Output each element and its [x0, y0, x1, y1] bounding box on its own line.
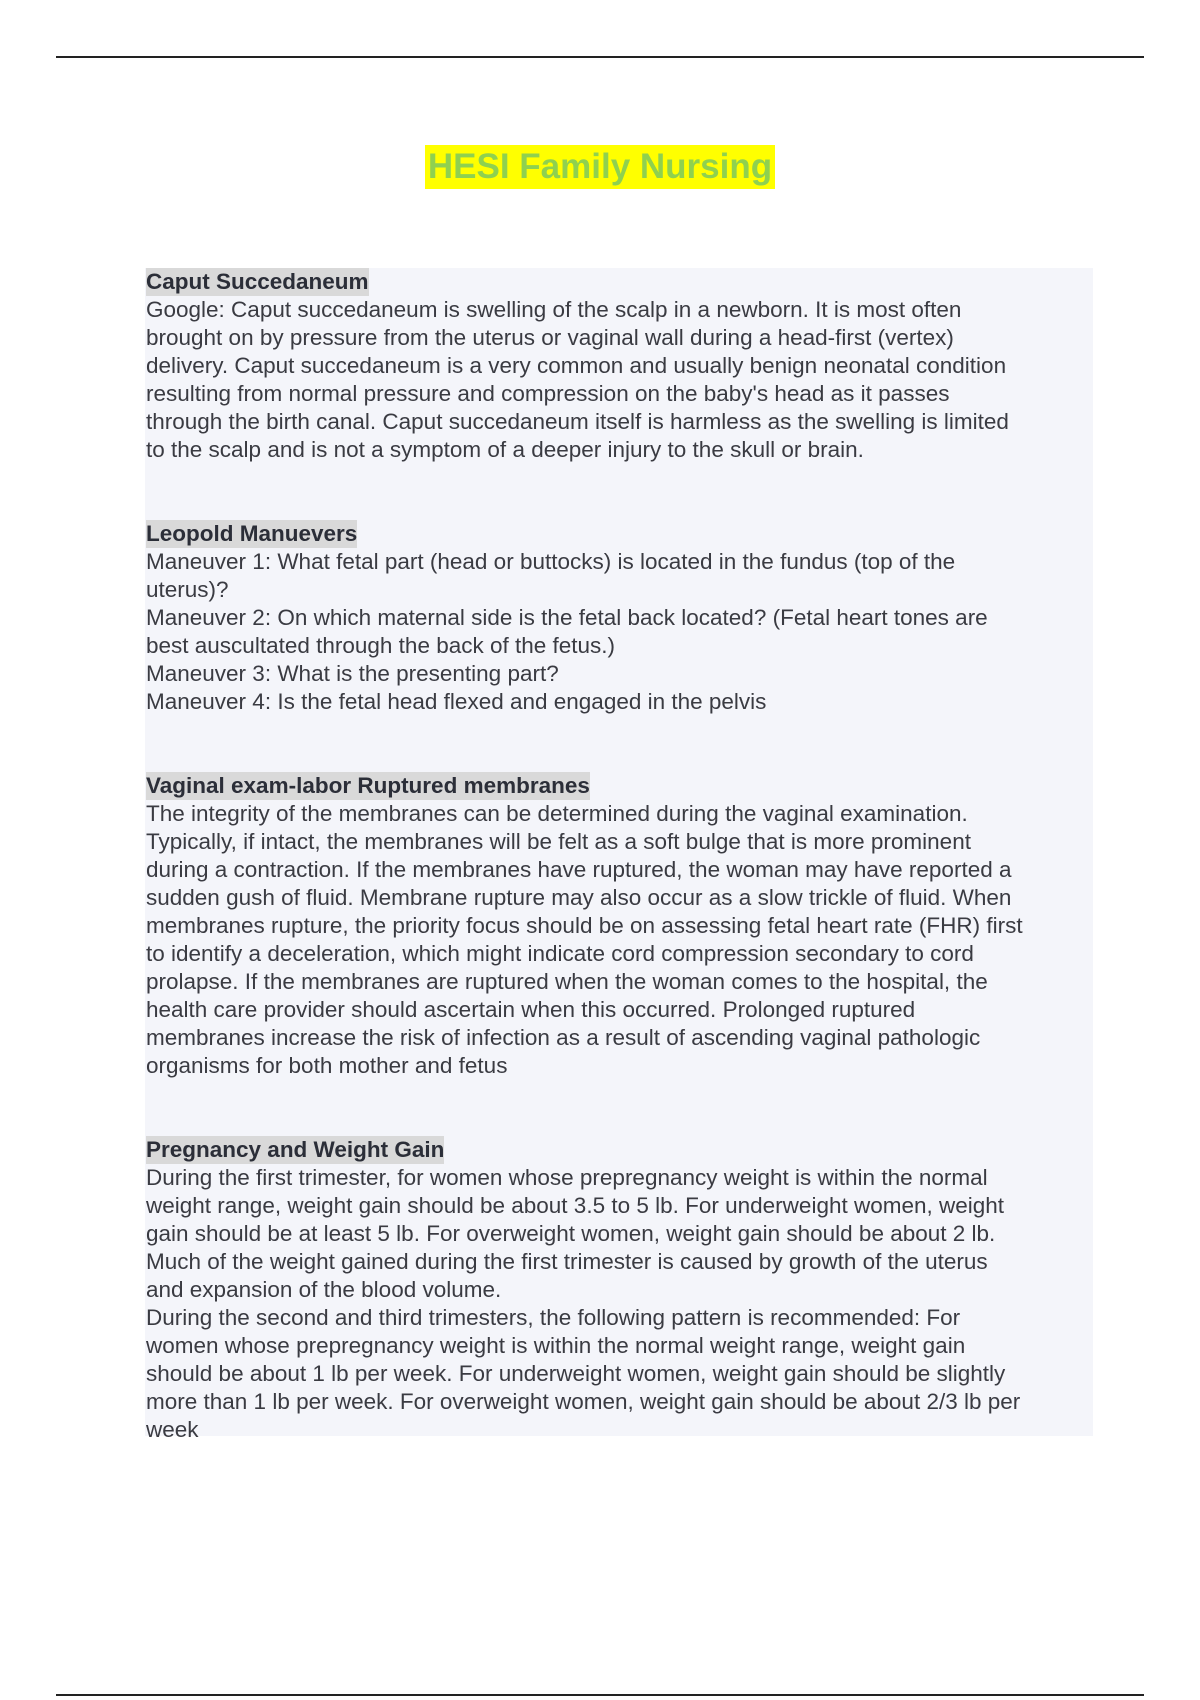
maneuver-2: Maneuver 2: On which maternal side is the fetal back located? (Fetal heart tones are best auscultated through the back of the fetus.) — [146, 605, 988, 658]
section-weight-gain — [146, 1136, 1093, 1444]
section-heading: Leopold Manuevers — [146, 521, 358, 546]
maneuver-4: Maneuver 4: Is the fetal head flexed and engaged in the pelvis — [146, 689, 767, 714]
first-trimester-paragraph: During the first trimester, for women whose prepregnancy weight is within the normal weight range, weight gain should be about 3.5 to 5 lb. For underweight women, weight gain should be at least 5 lb. For overweight women, weight gain should be about 2 lb. Much of the weight gained during the first trimester is caused by growth of the uterus and expansion of the blood volume. — [146, 1165, 1005, 1302]
title-block — [0, 145, 1200, 189]
maneuver-1: Maneuver 1: What fetal part (head or buttocks) is located in the fundus (top of the uterus)? — [146, 549, 956, 602]
bottom-divider — [56, 1694, 1144, 1696]
section-paragraph: Google: Caput succedaneum is swelling of the scalp in a newborn. It is most often brought on by pressure from the uterus or vaginal wall during a head-first (vertex) delivery. Caput succedaneum is a very common and usually benign neonatal condition resulting from normal pressure and compression on the baby's head as it passes through the birth canal. Caput succedaneum itself is harmless as the swelling is limited to the scalp and is not a symptom of a deeper injury to the skull or brain. — [146, 297, 1009, 462]
section-heading: Vaginal exam-labor Ruptured membranes — [146, 773, 590, 798]
section-ruptured-membranes — [146, 772, 1093, 1080]
notes-body — [145, 268, 1093, 1442]
top-divider — [56, 56, 1144, 58]
section-paragraph: The integrity of the membranes can be determined during the vaginal examination. Typically, if intact, the membranes will be felt as a soft bulge that is more prominent during a contraction. If the membranes have ruptured, the woman may have reported a sudden gush of fluid. Membrane rupture may also occur as a slow trickle of fluid. When membranes rupture, the priority focus should be on assessing fetal heart rate (FHR) first to identify a deceleration, which might indicate cord compression secondary to cord prolapse. If the membranes are ruptured when the woman comes to the hospital, the health care provider should ascertain when this occurred. Prolonged ruptured membranes increase the risk of infection as a result of ascending vaginal pathologic organisms for both mother and fetus — [146, 801, 1023, 1078]
section-heading: Caput Succedaneum — [146, 269, 369, 294]
section-caput-succedaneum — [146, 268, 1093, 464]
document-title: HESI Family Nursing — [425, 145, 775, 189]
section-heading: Pregnancy and Weight Gain — [146, 1137, 445, 1162]
later-trimesters-paragraph: During the second and third trimesters, the following pattern is recommended: For women whose prepregnancy weight is within the normal weight range, weight gain should be about 1 lb per week. For underweight women, weight gain should be slightly more than 1 lb per week. For overweight women, weight gain should be about 2/3 lb per week — [146, 1305, 1021, 1442]
section-leopold-maneuvers — [146, 520, 1093, 716]
maneuver-3: Maneuver 3: What is the presenting part? — [146, 661, 559, 686]
